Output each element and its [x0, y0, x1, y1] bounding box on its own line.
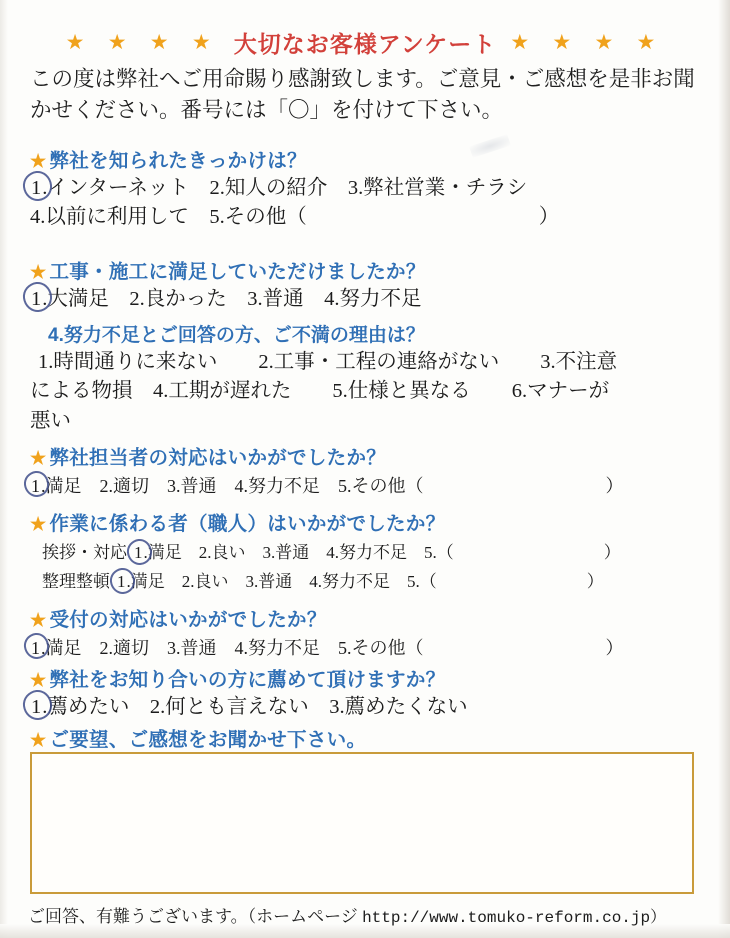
- question-3-options: 1.満足 2.適切 3.普通 4.努力不足 5.その他（ ）: [30, 474, 702, 498]
- selected-answer-marker[interactable]: 1: [30, 286, 42, 313]
- document-header: [0, 26, 730, 59]
- question-2b-subheading: 4.努力不足とご回答の方、ご不満の理由は？: [48, 325, 425, 346]
- star-icon: ★: [30, 448, 47, 468]
- question-5-options: 1.満足 2.適切 3.普通 4.努力不足 5.その他（ ）: [30, 636, 702, 660]
- star-icon: ★: [30, 514, 47, 534]
- question-5: [30, 604, 702, 660]
- question-5-heading: ★ 受付の対応はいかがでしたか？: [30, 609, 327, 631]
- question-6-options: 1.薦めたい 2.何とも言えない 3.薦めたくない: [30, 694, 702, 721]
- footer-note: ご回答、有難うございます。（ホームページ http://www.tomuko-reform.co.jp）: [28, 907, 667, 927]
- star-icon: ★: [30, 151, 47, 171]
- question-4-heading: ★ 作業に係わる者（職人）はいかがでしたか？: [30, 513, 446, 535]
- question-2b: [30, 320, 702, 435]
- question-1: [30, 145, 702, 232]
- star-icon: ★: [30, 610, 47, 630]
- stars-left-decoration: ★ ★ ★ ★: [65, 30, 220, 54]
- selected-answer-marker[interactable]: 1: [30, 474, 41, 498]
- scan-edge-left: [0, 0, 8, 938]
- intro-text: この度は弊社へご用命賜り感謝致します。ご意見・ご感想を是非お聞かせください。番号には「〇」を付けて下さい。: [30, 67, 695, 122]
- question-3-heading: ★ 弊社担当者の対応はいかがでしたか？: [30, 447, 387, 469]
- question-2b-line-2: による物損 4.工期が遅れた 5.仕様と異なる 6.マナーが: [30, 380, 610, 403]
- selected-answer-marker[interactable]: 1: [116, 571, 127, 594]
- selected-answer-marker[interactable]: 1: [30, 636, 41, 660]
- question-1-options-line-2: 4.以前に利用して 5.その他（ ）: [30, 206, 560, 229]
- question-2-heading: ★ 工事・施工に満足していただけましたか？: [30, 261, 426, 283]
- question-3: [30, 442, 702, 498]
- question-1-heading: ★ 弊社を知られたきっかけは？: [30, 150, 307, 172]
- homepage-url[interactable]: http://www.tomuko-reform.co.jp）: [362, 909, 667, 927]
- question-4: [30, 508, 702, 594]
- selected-answer-marker[interactable]: 1: [30, 175, 42, 202]
- stars-right-decoration: ★ ★ ★ ★: [510, 30, 665, 54]
- page-title: 大切なお客様アンケート: [233, 31, 497, 57]
- scan-edge-right: [718, 0, 730, 938]
- question-7-heading: ★ ご要望、ご感想をお聞かせ下さい。: [30, 729, 367, 751]
- star-icon: ★: [30, 670, 47, 690]
- question-2b-line-3: 悪い: [30, 409, 71, 432]
- question-2-options: 1.大満足 2.良かった 3.普通 4.努力不足: [30, 286, 702, 313]
- question-6: [30, 664, 702, 721]
- question-2b-line-1: 1.時間通りに来ない 2.工事・工程の連絡がない 3.不注意: [38, 351, 618, 373]
- star-icon: ★: [30, 262, 47, 282]
- star-icon: ★: [30, 730, 47, 750]
- question-2: [30, 256, 702, 313]
- question-1-options-line-1: 1.インターネット 2.知人の紹介 3.弊社営業・チラシ: [30, 175, 702, 202]
- selected-answer-marker[interactable]: 1: [133, 542, 144, 565]
- comment-input-box[interactable]: [30, 752, 694, 894]
- question-6-heading: ★ 弊社をお知り合いの方に薦めて頂けますか？: [30, 669, 446, 691]
- question-7: [30, 724, 702, 752]
- question-4-row-greeting: 挨拶・対応 1.満足 2.良い 3.普通 4.努力不足 5.（ ）: [42, 542, 702, 565]
- selected-answer-marker[interactable]: 1: [30, 694, 42, 721]
- question-4-row-tidiness: 整理整頓 1.満足 2.良い 3.普通 4.努力不足 5.（ ）: [42, 571, 702, 594]
